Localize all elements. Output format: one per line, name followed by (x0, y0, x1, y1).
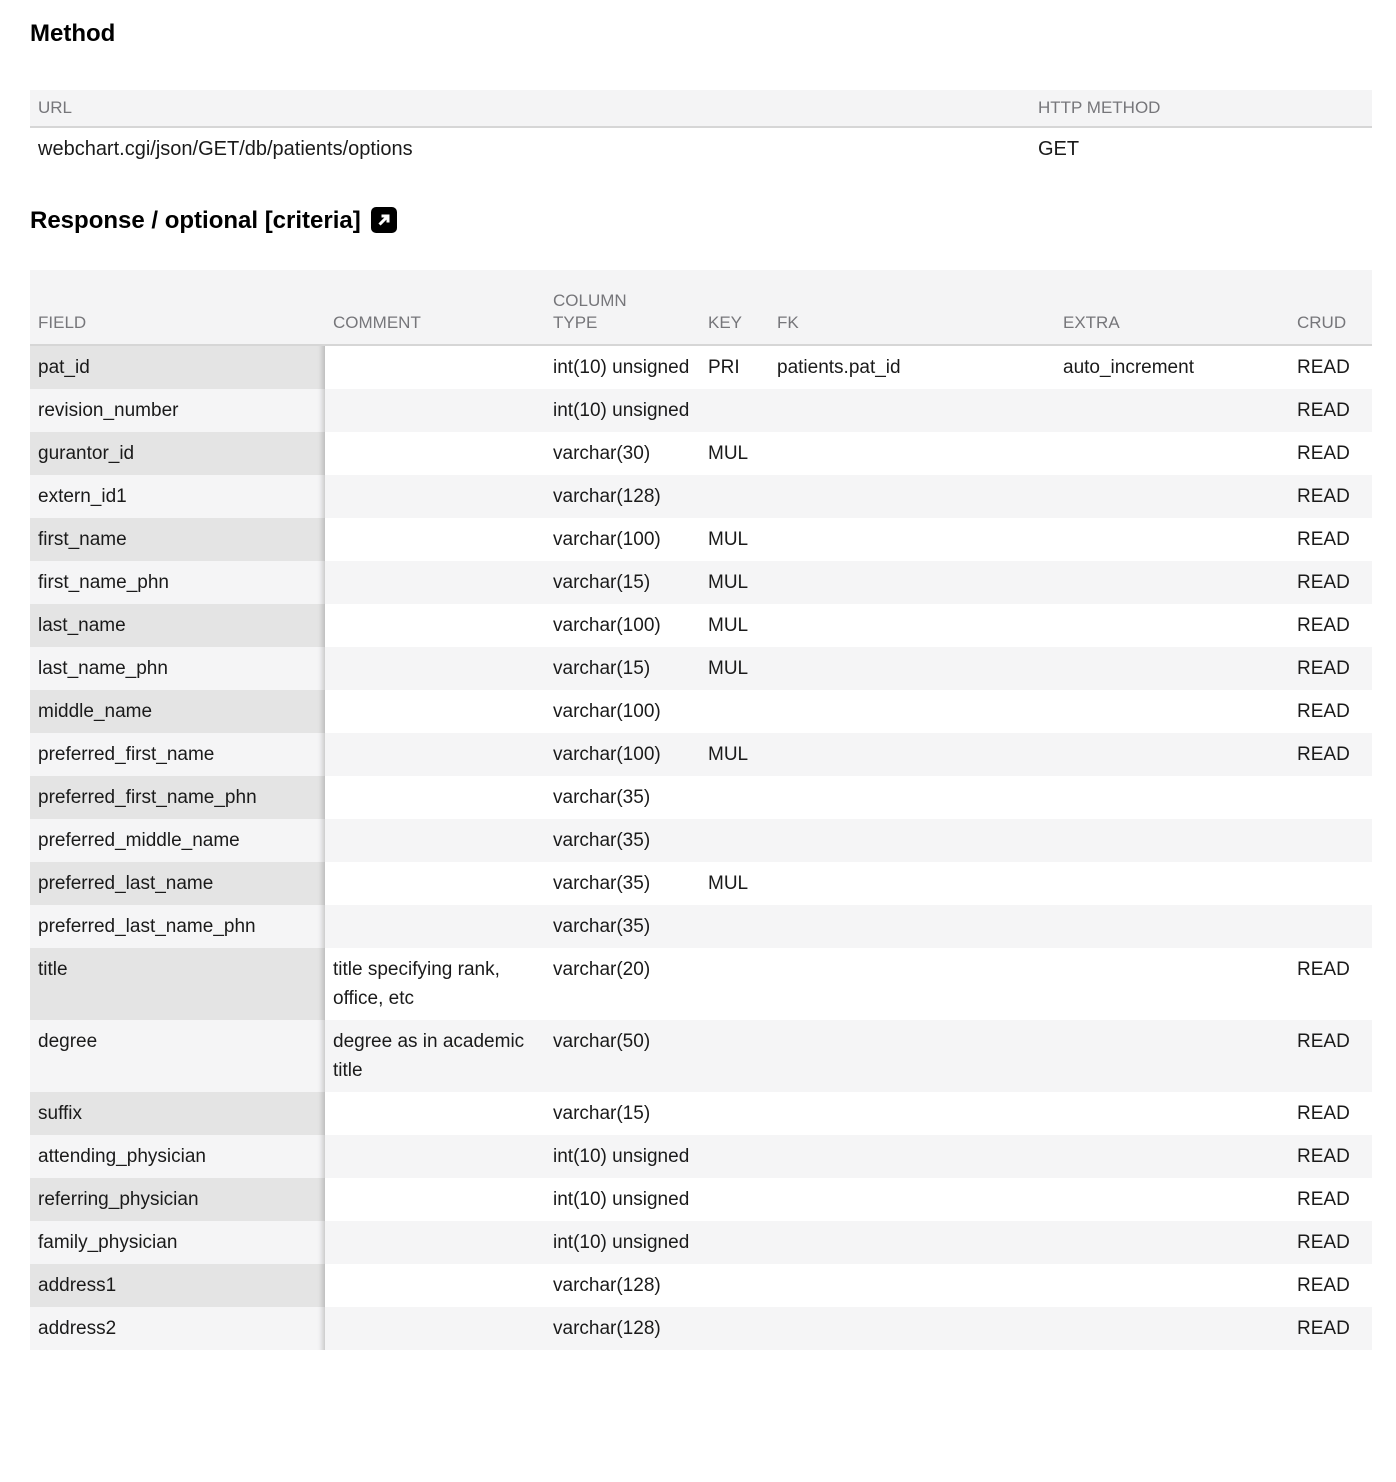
cell-fk (769, 1092, 1055, 1135)
cell-column-type: int(10) unsigned (545, 389, 700, 432)
cell-fk (769, 905, 1055, 948)
cell-extra (1055, 1092, 1289, 1135)
cell-column-type: varchar(20) (553, 959, 651, 980)
cell-column-type: varchar(128) (553, 1275, 661, 1296)
field-row (30, 389, 1372, 432)
cell-comment (325, 647, 545, 690)
cell-crud: READ (1297, 1189, 1350, 1210)
cell-key (700, 475, 769, 518)
field-row (30, 948, 1372, 1020)
cell-field: first_name_phn (30, 561, 325, 604)
column-header-comment: COMMENT (325, 270, 545, 345)
cell-field: preferred_last_name (30, 862, 325, 905)
cell-key: MUL (708, 529, 749, 550)
cell-column-type: varchar(35) (545, 819, 700, 862)
cell-crud: READ (1289, 1135, 1372, 1178)
field-row (30, 1020, 1372, 1092)
cell-extra (1055, 733, 1289, 776)
cell-key: MUL (708, 615, 749, 636)
cell-comment (325, 819, 545, 862)
cell-extra (1055, 1178, 1289, 1221)
column-header-key: KEY (700, 270, 769, 345)
cell-extra (1055, 690, 1289, 733)
cell-crud: READ (1297, 1103, 1350, 1124)
cell-key: MUL (700, 733, 769, 776)
cell-comment (325, 776, 545, 819)
cell-extra (1055, 948, 1289, 1020)
cell-fk (769, 1178, 1055, 1221)
fields-table-body (30, 345, 1372, 1350)
method-table-row (30, 127, 1372, 170)
cell-column-type: varchar(15) (545, 561, 700, 604)
url-value: webchart.cgi/json/GET/db/patients/options (38, 138, 413, 160)
external-link-icon[interactable] (371, 207, 397, 233)
field-row (30, 475, 1372, 518)
cell-crud: READ (1289, 733, 1372, 776)
cell-field: title (30, 948, 325, 1020)
field-row (30, 1221, 1372, 1264)
fields-table-header-row (30, 270, 1372, 345)
cell-crud: READ (1289, 561, 1372, 604)
field-row (30, 1135, 1372, 1178)
cell-field: preferred_middle_name (30, 819, 325, 862)
cell-comment (325, 905, 545, 948)
cell-field: referring_physician (30, 1178, 325, 1221)
field-row (30, 1178, 1372, 1221)
cell-fk (769, 819, 1055, 862)
cell-comment (325, 389, 545, 432)
column-header-fk: FK (769, 270, 1055, 345)
cell-column-type: int(10) unsigned (553, 1189, 690, 1210)
field-row (30, 432, 1372, 475)
cell-crud: READ (1289, 1020, 1372, 1092)
cell-fk (769, 561, 1055, 604)
field-row (30, 561, 1372, 604)
response-heading-text: Response / optional [criteria] (30, 207, 361, 234)
cell-fk (769, 948, 1055, 1020)
cell-crud: READ (1297, 1275, 1350, 1296)
cell-field: suffix (30, 1092, 325, 1135)
column-header-url: URL (30, 90, 1030, 127)
cell-key: MUL (708, 443, 749, 464)
cell-comment (325, 475, 545, 518)
cell-fk (769, 690, 1055, 733)
cell-extra (1055, 905, 1289, 948)
cell-key (700, 690, 769, 733)
field-row (30, 776, 1372, 819)
cell-extra (1055, 1221, 1289, 1264)
field-row (30, 690, 1372, 733)
cell-field: last_name (30, 604, 325, 647)
cell-key: MUL (708, 873, 749, 894)
cell-fk (769, 1221, 1055, 1264)
cell-crud: READ (1297, 443, 1350, 464)
http-method-value: GET (1038, 138, 1080, 160)
cell-field: address1 (30, 1264, 325, 1307)
api-doc-page (0, 20, 1396, 1350)
cell-crud (1289, 905, 1372, 948)
cell-crud: READ (1297, 701, 1350, 722)
field-row (30, 647, 1372, 690)
cell-fk (769, 432, 1055, 475)
cell-column-type: varchar(100) (553, 701, 661, 722)
cell-key (700, 1221, 769, 1264)
cell-column-type: varchar(128) (545, 475, 700, 518)
cell-key (700, 819, 769, 862)
cell-fk: patients.pat_id (777, 357, 901, 378)
cell-key (700, 1307, 769, 1350)
cell-comment (325, 1307, 545, 1350)
response-fields-table (30, 270, 1372, 1350)
cell-key: MUL (700, 647, 769, 690)
cell-comment (325, 345, 545, 389)
cell-comment: degree as in academic title (325, 1020, 545, 1092)
field-row (30, 862, 1372, 905)
cell-comment (325, 518, 545, 561)
cell-fk (769, 389, 1055, 432)
cell-key (700, 1020, 769, 1092)
cell-comment: title specifying rank, office, etc (333, 959, 500, 1009)
cell-field: attending_physician (30, 1135, 325, 1178)
cell-crud: READ (1289, 1307, 1372, 1350)
method-table-header-row (30, 90, 1372, 127)
column-header-field: FIELD (30, 270, 325, 345)
cell-field: middle_name (30, 690, 325, 733)
cell-column-type: varchar(30) (553, 443, 651, 464)
cell-extra (1055, 518, 1289, 561)
cell-field: first_name (30, 518, 325, 561)
cell-key: PRI (708, 357, 740, 378)
cell-crud (1289, 819, 1372, 862)
cell-comment (325, 1178, 545, 1221)
cell-extra (1055, 647, 1289, 690)
cell-extra (1055, 776, 1289, 819)
cell-crud: READ (1289, 475, 1372, 518)
cell-field: degree (30, 1020, 325, 1092)
cell-comment (325, 1135, 545, 1178)
cell-field: preferred_first_name (30, 733, 325, 776)
cell-column-type: varchar(128) (545, 1307, 700, 1350)
column-header-http-method: HTTP METHOD (1030, 90, 1372, 127)
field-row (30, 1092, 1372, 1135)
column-header-crud: CRUD (1289, 270, 1372, 345)
response-heading (30, 207, 1372, 235)
cell-field: revision_number (30, 389, 325, 432)
cell-column-type: varchar(35) (545, 905, 700, 948)
cell-extra (1055, 475, 1289, 518)
cell-key (700, 1092, 769, 1135)
cell-column-type: varchar(50) (545, 1020, 700, 1092)
cell-column-type: varchar(100) (553, 615, 661, 636)
cell-extra (1055, 604, 1289, 647)
cell-key (700, 1135, 769, 1178)
cell-field: preferred_last_name_phn (30, 905, 325, 948)
cell-column-type: varchar(35) (553, 873, 651, 894)
field-row (30, 1264, 1372, 1307)
cell-key (700, 905, 769, 948)
cell-crud (1289, 776, 1372, 819)
field-row (30, 905, 1372, 948)
field-row (30, 345, 1372, 389)
method-heading: Method (30, 20, 116, 47)
cell-column-type: int(10) unsigned (545, 1221, 700, 1264)
cell-field: pat_id (30, 345, 325, 389)
cell-comment (325, 604, 545, 647)
cell-key: MUL (700, 561, 769, 604)
cell-column-type: varchar(100) (545, 733, 700, 776)
cell-field: gurantor_id (30, 432, 325, 475)
cell-column-type: varchar(15) (553, 1103, 651, 1124)
cell-crud: READ (1297, 357, 1350, 378)
method-table (30, 90, 1372, 170)
cell-column-type: varchar(35) (553, 787, 651, 808)
cell-comment (325, 862, 545, 905)
field-row (30, 819, 1372, 862)
cell-comment (325, 1221, 545, 1264)
cell-comment (325, 432, 545, 475)
column-header-column-type: COLUMN TYPE (545, 270, 700, 345)
cell-field: preferred_first_name_phn (30, 776, 325, 819)
cell-fk (769, 518, 1055, 561)
cell-column-type: int(10) unsigned (545, 1135, 700, 1178)
cell-extra (1055, 389, 1289, 432)
cell-comment (325, 733, 545, 776)
cell-field: extern_id1 (30, 475, 325, 518)
cell-key (700, 1178, 769, 1221)
cell-column-type: varchar(100) (553, 529, 661, 550)
cell-fk (769, 1264, 1055, 1307)
cell-extra (1055, 432, 1289, 475)
cell-fk (769, 862, 1055, 905)
cell-fk (769, 733, 1055, 776)
cell-crud: READ (1289, 1221, 1372, 1264)
cell-column-type: varchar(15) (545, 647, 700, 690)
cell-field: last_name_phn (30, 647, 325, 690)
cell-extra (1055, 1020, 1289, 1092)
cell-field: address2 (30, 1307, 325, 1350)
cell-comment (325, 561, 545, 604)
cell-fk (769, 647, 1055, 690)
cell-extra (1055, 862, 1289, 905)
cell-extra (1055, 1264, 1289, 1307)
cell-crud (1289, 862, 1372, 905)
cell-fk (769, 1307, 1055, 1350)
cell-extra: auto_increment (1063, 357, 1194, 378)
cell-crud: READ (1289, 389, 1372, 432)
cell-crud: READ (1297, 615, 1350, 636)
cell-key (700, 1264, 769, 1307)
cell-key (700, 948, 769, 1020)
cell-key (700, 389, 769, 432)
cell-crud: READ (1297, 529, 1350, 550)
cell-fk (769, 604, 1055, 647)
cell-extra (1055, 1307, 1289, 1350)
cell-field: family_physician (30, 1221, 325, 1264)
cell-fk (769, 776, 1055, 819)
cell-fk (769, 1135, 1055, 1178)
cell-crud: READ (1297, 959, 1350, 980)
column-header-extra: EXTRA (1055, 270, 1289, 345)
cell-fk (769, 1020, 1055, 1092)
field-row (30, 1307, 1372, 1350)
cell-crud: READ (1289, 647, 1372, 690)
cell-fk (769, 475, 1055, 518)
field-row (30, 518, 1372, 561)
cell-column-type: int(10) unsigned (553, 357, 690, 378)
field-row (30, 733, 1372, 776)
field-row (30, 604, 1372, 647)
cell-comment (325, 1092, 545, 1135)
cell-extra (1055, 1135, 1289, 1178)
cell-extra (1055, 819, 1289, 862)
cell-comment (325, 1264, 545, 1307)
cell-extra (1055, 561, 1289, 604)
cell-comment (325, 690, 545, 733)
cell-key (700, 776, 769, 819)
